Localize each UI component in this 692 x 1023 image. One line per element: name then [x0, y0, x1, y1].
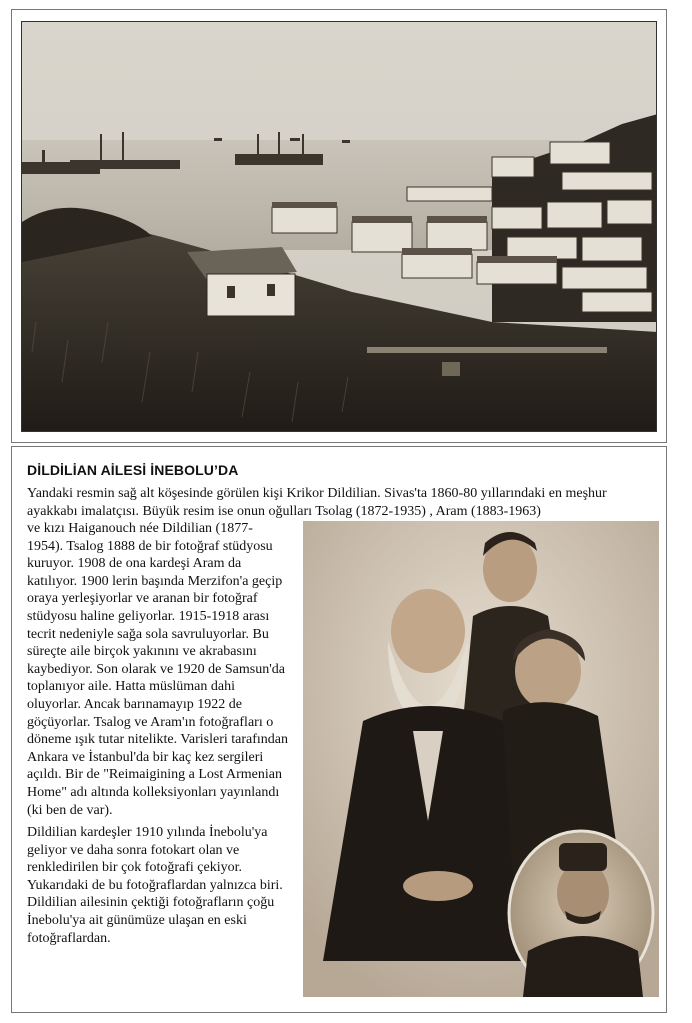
family-portrait-photo: [303, 521, 659, 997]
article-column: [27, 520, 289, 952]
harbor-photo: [21, 21, 657, 432]
article-intro: Yandaki resmin sağ alt köşesinde görülen kişi Krikor Dildilian. Sivas'ta 1860-80 yıllarındaki en meşhur ayakkabı imalatçısı. Büyük resim ise onun oğulları Tsolag (1872-1935) , Aram (1883-1963): [27, 486, 607, 519]
article-paragraph-1: ve kızı Haiganouch née Dildilian (1877-1954). Tsalog 1888 de bir fotoğraf stüdyosu kuruyor. 1908 de ona kardeşi Aram da katılıyor. 1900 lerin başında Merzifon'a geçip oraya yerleşiyorlar ve aranan bir fotoğraf stüdyosu haline geliyorlar. 1915-1918 arası tecrit nedeniyle sağa sola savruluyorlar. Bu süreçte aile birçok yakınını ve akrabasını kaybediyor. Son olarak ve 1920 de Samsun'da toplanıyor aile. Hatta müslüman dahi oluyorlar. Ancak barınamayıp 1922 de göçüyorlar. Tsalog ve Aram'ın fotoğrafları o döneme ışık tutar nitelikte. Varisleri tarafından Ankara ve İstanbul'da bir kaç kez sergileri açıldı. Bir de "Reimaigining a Lost Armenian Home" adı altında kolleksiyonları yayınlandı (ki ben de var).: [27, 521, 288, 818]
article-heading: DİLDİLİAN AİLESİ İNEBOLU’DA: [27, 462, 239, 478]
article-paragraph-2: Dildilian kardeşler 1910 yılında İnebolu'ya geliyor ve daha sonra fotokart olan ve renkledirilen bir çok fotoğrafi çekiyor. Yukarıdaki de bu fotoğraflardan yalnızca biri. Dildilian ailesinin çektiği fotoğrafların çoğu İnebolu'ya ait günümüze ulaşan en eski fotoğraflardan.: [27, 825, 283, 946]
